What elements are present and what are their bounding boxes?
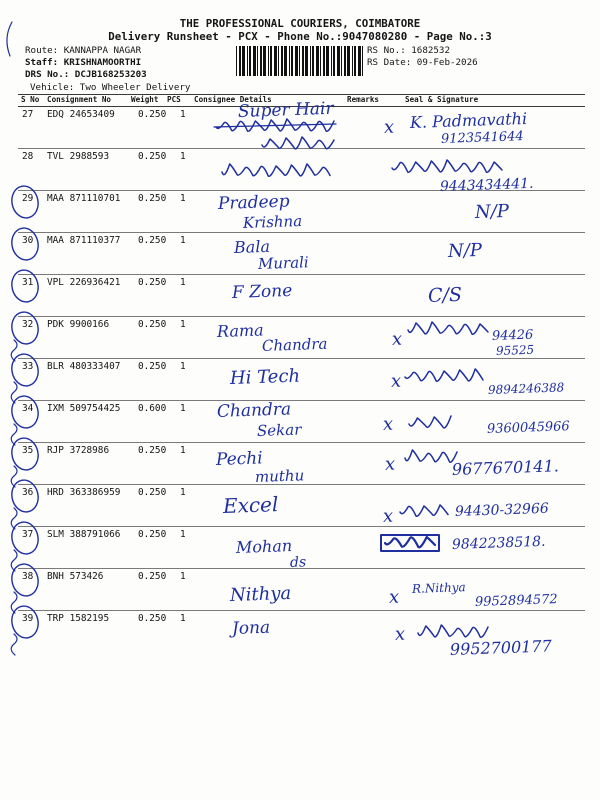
barcode-bar	[268, 46, 269, 76]
barcode-bar	[270, 46, 272, 76]
col-header-sno: S No	[21, 95, 40, 104]
cell-pcs: 1	[180, 487, 186, 498]
cell-consignment: BLR 480333407	[47, 361, 121, 372]
cell-sno: 27	[22, 109, 34, 120]
barcode-bar	[278, 46, 279, 76]
cell-sno: 29	[22, 193, 34, 204]
consignee-handwriting: Super Hair	[237, 98, 334, 122]
barcode-bar	[295, 46, 298, 76]
row-separator	[18, 400, 585, 401]
receiver-phone: 95525	[495, 342, 535, 358]
cell-sno: 32	[22, 319, 34, 330]
barcode-bar	[247, 46, 248, 76]
cell-consignment: MAA 871110377	[47, 235, 121, 246]
col-header-weight: Weight	[131, 95, 159, 104]
row-separator	[18, 358, 585, 359]
route-line: Route: KANNAPPA NAGAR	[25, 45, 142, 56]
cell-consignment: TRP 1582195	[47, 613, 110, 624]
cell-weight: 0.250	[138, 571, 167, 582]
consignee-handwriting: Pradeep	[217, 191, 290, 214]
barcode-bar	[362, 46, 363, 76]
receiver-phone: 9952894572	[474, 592, 558, 610]
cell-weight: 0.250	[138, 319, 167, 330]
delivery-mark: x	[390, 370, 402, 392]
cell-sno: 36	[22, 487, 34, 498]
consignee-handwriting: Mohan	[235, 536, 293, 557]
barcode-bar	[326, 46, 329, 76]
delivery-mark: x	[391, 328, 403, 350]
col-header-remarks: Remarks	[347, 95, 380, 104]
row-separator	[18, 610, 585, 611]
barcode-bar	[352, 46, 353, 76]
delivery-note: N/P	[474, 200, 510, 223]
cell-weight: 0.600	[138, 403, 167, 414]
delivery-mark: x	[382, 505, 394, 527]
consignee-handwriting: Murali	[257, 253, 310, 273]
receiver-phone: 9443434441.	[439, 175, 534, 195]
consignee-handwriting: Jona	[231, 617, 271, 639]
consignee-handwriting: Excel	[222, 492, 279, 518]
cell-weight: 0.250	[138, 277, 167, 288]
barcode-bar	[312, 46, 314, 76]
barcode-bar	[253, 46, 256, 76]
consignee-handwriting: Hi Tech	[229, 365, 301, 389]
barcode-bar	[316, 46, 319, 76]
cell-weight: 0.250	[138, 361, 167, 372]
cell-sno: 37	[22, 529, 34, 540]
barcode-bar	[291, 46, 293, 76]
barcode-bar	[281, 46, 283, 76]
consignee-handwriting: Chandra	[216, 399, 292, 422]
table-row	[0, 274, 600, 316]
drs-number: DRS No.: DCJB168253203	[25, 69, 147, 80]
cell-consignment: SLM 388791066	[47, 529, 121, 540]
cell-weight: 0.250	[138, 109, 167, 120]
cell-weight: 0.250	[138, 529, 167, 540]
cell-sno: 34	[22, 403, 34, 414]
cell-sno: 31	[22, 277, 34, 288]
delivery-note: C/S	[427, 283, 463, 307]
cell-weight: 0.250	[138, 193, 167, 204]
signature-name: K. Padmavathi	[409, 108, 528, 132]
staff-line: Staff: KRISHNAMOORTHI	[25, 57, 142, 68]
col-header-pcs: PCS	[167, 95, 181, 104]
cell-pcs: 1	[180, 361, 186, 372]
barcode-bar	[239, 46, 241, 76]
cell-sno: 38	[22, 571, 34, 582]
barcode-bar	[260, 46, 262, 76]
cell-weight: 0.250	[138, 613, 167, 624]
barcode-bar	[323, 46, 325, 76]
row-separator	[18, 232, 585, 233]
cell-consignment: TVL 2988593	[47, 151, 110, 162]
cell-consignment: IXM 509754425	[47, 403, 121, 414]
delivery-mark: x	[383, 116, 395, 138]
cell-consignment: MAA 871110701	[47, 193, 121, 204]
barcode-bar	[249, 46, 251, 76]
receiver-phone: 94426	[491, 327, 534, 344]
barcode-bar	[302, 46, 304, 76]
col-header-seal-signature: Seal & Signature	[405, 95, 479, 104]
cell-pcs: 1	[180, 529, 186, 540]
barcode-bar	[358, 46, 361, 76]
barcode-bar	[274, 46, 277, 76]
barcode-bar	[299, 46, 300, 76]
receiver-phone: 9123541644	[440, 129, 524, 147]
cell-pcs: 1	[180, 151, 186, 162]
cell-sno: 33	[22, 361, 34, 372]
runsheet-title: Delivery Runsheet - PCX - Phone No.:9047080280 - Page No.:3	[108, 30, 492, 43]
receiver-phone: 9952700177	[449, 636, 553, 659]
barcode-bar	[289, 46, 290, 76]
col-header-consignee: Consignee Details	[194, 95, 272, 104]
row-separator	[18, 316, 585, 317]
barcode-bar	[236, 46, 237, 76]
barcode-bar	[341, 46, 342, 76]
barcode-bar	[331, 46, 332, 76]
delivery-mark: x	[384, 453, 396, 475]
company-name: THE PROFESSIONAL COURIERS, COIMBATORE	[179, 17, 421, 30]
row-separator	[18, 442, 585, 443]
cell-pcs: 1	[180, 571, 186, 582]
cell-weight: 0.250	[138, 487, 167, 498]
consignee-handwriting: Krishna	[242, 211, 303, 232]
barcode-bar	[257, 46, 258, 76]
barcode-bar	[263, 46, 266, 76]
delivery-mark: x	[382, 413, 394, 435]
cell-pcs: 1	[180, 109, 186, 120]
consignee-handwriting: Pechi	[215, 448, 263, 470]
receiver-phone: 94430-32966	[454, 500, 550, 520]
cell-pcs: 1	[180, 613, 186, 624]
barcode-bar	[354, 46, 356, 76]
cell-weight: 0.250	[138, 151, 167, 162]
rs-date: RS Date: 09-Feb-2026	[367, 57, 478, 68]
consignee-handwriting: Chandra	[261, 334, 328, 355]
consignee-handwriting: Bala	[233, 236, 271, 257]
cell-weight: 0.250	[138, 235, 167, 246]
barcode	[236, 46, 363, 76]
row-separator	[18, 274, 585, 275]
cell-pcs: 1	[180, 193, 186, 204]
consignee-handwriting: Sekar	[256, 420, 302, 440]
cell-weight: 0.250	[138, 445, 167, 456]
consignee-handwriting: muthu	[254, 466, 305, 486]
cell-sno: 28	[22, 151, 34, 162]
cell-sno: 39	[22, 613, 34, 624]
barcode-bar	[242, 46, 245, 76]
consignee-handwriting: F Zone	[231, 280, 293, 303]
delivery-note: N/P	[447, 239, 483, 262]
cell-consignment: VPL 226936421	[47, 277, 121, 288]
barcode-bar	[310, 46, 311, 76]
barcode-bar	[347, 46, 350, 76]
signature-name: R.Nithya	[411, 580, 466, 596]
delivery-mark: x	[388, 586, 400, 608]
consignee-handwriting: ds	[289, 554, 307, 571]
consignee-handwriting: Rama	[216, 320, 264, 341]
cell-pcs: 1	[180, 319, 186, 330]
cell-pcs: 1	[180, 235, 186, 246]
barcode-bar	[305, 46, 308, 76]
cell-consignment: PDK 9900166	[47, 319, 110, 330]
cell-consignment: EDQ 24653409	[47, 109, 115, 120]
receiver-phone: 9842238518.	[451, 533, 546, 553]
cell-sno: 35	[22, 445, 34, 456]
col-header-consignment: Consignment No	[47, 95, 112, 104]
receiver-phone: 9894246388	[487, 380, 565, 397]
cell-consignment: BNH 573426	[47, 571, 104, 582]
barcode-bar	[344, 46, 346, 76]
receiver-phone: 9360045966	[486, 419, 570, 437]
vehicle-line: Vehicle: Two Wheeler Delivery	[30, 82, 191, 93]
consignee-handwriting: Nithya	[229, 582, 292, 606]
row-separator	[18, 148, 585, 149]
barcode-bar	[333, 46, 335, 76]
cell-pcs: 1	[180, 445, 186, 456]
barcode-bar	[320, 46, 321, 76]
cell-consignment: RJP 3728986	[47, 445, 110, 456]
delivery-mark: x	[394, 623, 406, 645]
cell-pcs: 1	[180, 403, 186, 414]
barcode-bar	[337, 46, 340, 76]
cell-sno: 30	[22, 235, 34, 246]
cell-consignment: HRD 363386959	[47, 487, 121, 498]
rs-number: RS No.: 1682532	[367, 45, 450, 56]
barcode-bar	[284, 46, 287, 76]
receiver-phone: 9677670141.	[451, 456, 560, 479]
row-separator	[18, 526, 585, 527]
cell-pcs: 1	[180, 277, 186, 288]
